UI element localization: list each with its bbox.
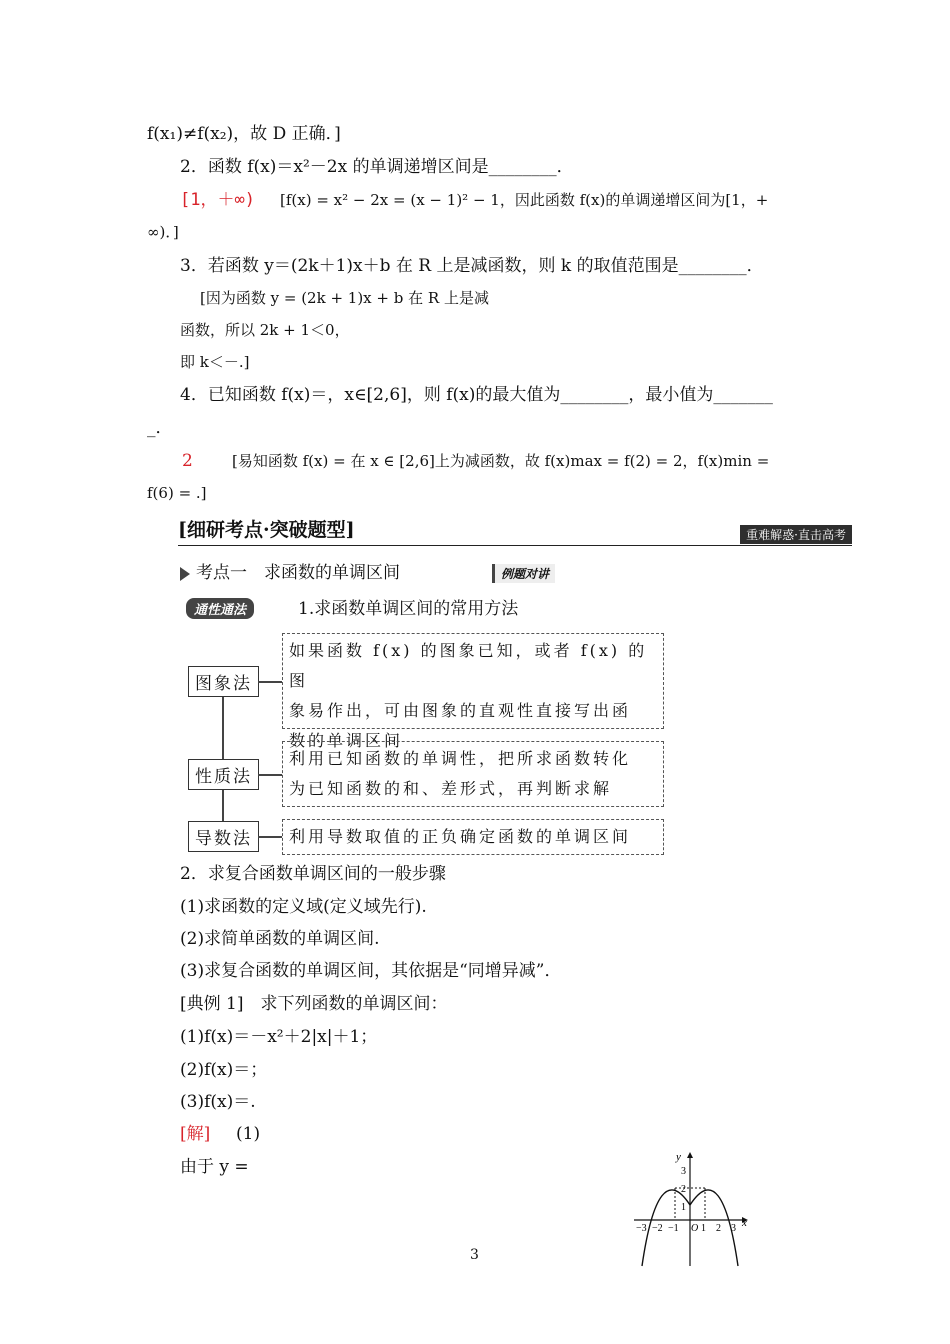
connector-derivative <box>258 836 282 838</box>
x-tick-3: 3 <box>731 1223 736 1234</box>
desc-box-property <box>282 741 664 807</box>
desc-derivative-line1: 利用导数取值的正负确定函数的单调区间 <box>289 827 632 846</box>
section-header <box>178 515 852 546</box>
desc-property-line2: 为已知函数的和、差形式，再判断求解 <box>289 779 613 798</box>
carryover-line: f(x₁)≠f(x₂)，故 D 正确．] <box>147 124 341 144</box>
page-number: 3 <box>470 1247 479 1263</box>
q2-answer-tag: [1，＋∞) <box>180 190 255 210</box>
example-part2: (2)f(x)＝； <box>180 1060 268 1080</box>
step-2: (2)求简单函数的单调区间. <box>180 929 380 949</box>
step-3: (3)求复合函数的单调区间，其依据是“同增异减”． <box>180 961 562 981</box>
y-axis-label: y <box>676 1151 681 1163</box>
q4-question: 4．已知函数 f(x)＝，x∈[2,6]，则 f(x)的最大值为________，最小值为_______ <box>180 385 773 405</box>
y-axis-arrow-icon <box>687 1152 693 1158</box>
example-title: [典例 1] 求下列函数的单调区间： <box>180 994 448 1014</box>
q2-question: 2．函数 f(x)＝x²－2x 的单调递增区间是________． <box>180 157 574 177</box>
q4-answer-tag: 2 <box>182 451 193 471</box>
desc-box-graph <box>282 633 664 750</box>
q4-question-cont: _． <box>147 418 173 438</box>
y-tick-3: 3 <box>681 1166 686 1177</box>
play-triangle-icon <box>180 567 190 581</box>
desc-box-derivative <box>282 819 664 855</box>
x-tick-2: 2 <box>716 1223 721 1234</box>
desc-property-line1: 利用已知函数的单调性，把所求函数转化 <box>289 749 632 768</box>
section-badge: 重难解惑·直击高考 <box>740 525 852 544</box>
section-title: [细研考点·突破题型] <box>178 519 355 541</box>
x-tick-1: 1 <box>701 1223 706 1234</box>
kaodian-heading: 考点一 求函数的单调区间 <box>180 561 400 585</box>
solution-line1: 由于 y = <box>180 1157 249 1177</box>
steps-title: 2．求复合函数单调区间的一般步骤 <box>180 864 446 884</box>
method-box-derivative: 导数法 <box>188 821 259 852</box>
example-part3: (3)f(x)＝. <box>180 1092 256 1112</box>
q2-answer-text-cont: ∞)．] <box>147 223 179 241</box>
solution-tag: [解] <box>180 1124 211 1144</box>
y-tick-2: 2 <box>681 1184 686 1195</box>
method-tag: 通性通法 <box>186 598 254 619</box>
origin-label: O <box>691 1223 699 1234</box>
step-1: (1)求函数的定义域(定义域先行). <box>180 897 427 917</box>
desc-graph-line3: 数的单调区间 <box>289 731 404 750</box>
method-box-property: 性质法 <box>188 759 259 790</box>
q4-answer-text: [易知函数 f(x) = 在 x ∈ [2,6]上为减函数，故 f(x)max = f(2) = 2，f(x)min = <box>232 452 770 470</box>
q2-answer-text: [f(x) = x² − 2x = (x − 1)² − 1，因此函数 f(x)的单调递增区间为[1，+ <box>280 191 769 209</box>
function-graph <box>632 1150 762 1268</box>
q3-answer-line1: [因为函数 y = (2k + 1)x + b 在 R 上是减 <box>200 289 489 307</box>
x-tick-neg2: −2 <box>652 1223 663 1234</box>
kaodian-tag: 例题对讲 <box>492 564 555 583</box>
x-axis-label: x <box>742 1217 747 1229</box>
x-tick-neg1: −1 <box>668 1223 679 1234</box>
solution-number: (1) <box>236 1124 261 1144</box>
q3-question: 3．若函数 y＝(2k＋1)x＋b 在 R 上是减函数，则 k 的取值范围是________． <box>180 256 764 276</box>
method-box-graph: 图象法 <box>188 666 259 697</box>
example-part1: (1)f(x)＝－x²＋2|x|＋1； <box>180 1027 378 1047</box>
method-title: 1.求函数单调区间的常用方法 <box>298 599 519 619</box>
q4-answer-text-cont: f(6) = .] <box>147 484 207 502</box>
q3-answer-line3: 即 k＜－.] <box>180 353 250 371</box>
x-tick-neg3: −3 <box>636 1223 647 1234</box>
connector-graph <box>258 681 282 683</box>
desc-graph-line1: 如果函数 f(x) 的图象已知，或者 f(x) 的图 <box>289 641 648 690</box>
connector-property <box>258 774 282 776</box>
desc-graph-line2: 象易作出，可由图象的直观性直接写出函 <box>289 701 632 720</box>
q3-answer-line2: 函数，所以 2k + 1＜0， <box>180 321 350 339</box>
y-tick-1: 1 <box>681 1202 686 1213</box>
